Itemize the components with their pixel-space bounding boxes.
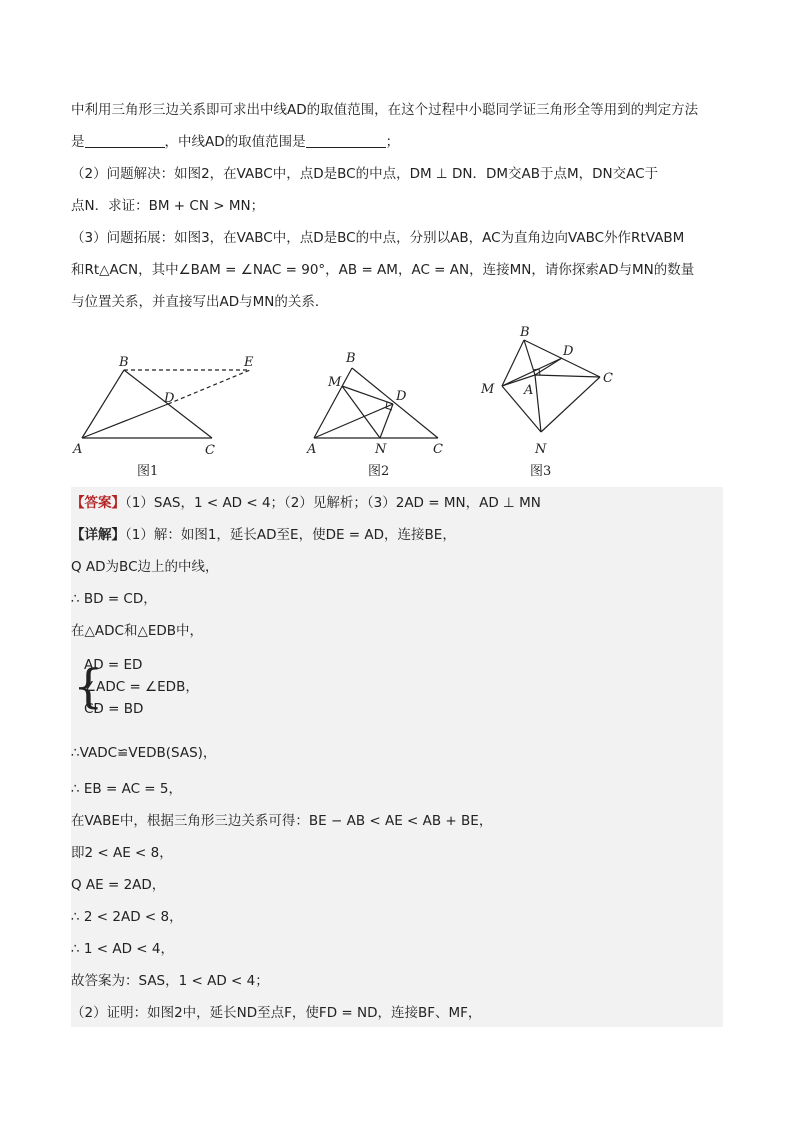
- fig2-label-D: D: [396, 389, 407, 404]
- system-eq-2: [84, 677, 199, 697]
- fig3-label-M: M: [481, 382, 495, 397]
- fig2-label-M: M: [328, 375, 342, 390]
- figure-3-caption: 图3: [530, 464, 552, 479]
- solution-step-11: 故答案为：SAS，1 < AD < 4；: [71, 973, 269, 989]
- detail-text: （1）解：如图1，延长AD至E，使DE = AD，连接BE，: [125, 527, 456, 543]
- problem-line-1: 中利用三角形三边关系即可求出中线AD的取值范围，在这个过程中小聪同学证三角形全等用到的判定方法: [71, 102, 699, 118]
- fig1-label-A: A: [73, 442, 83, 457]
- figure-3: [480, 325, 613, 457]
- fig2-label-B: B: [346, 351, 356, 366]
- solution-step-10: ∴ 1 < AD < 4，: [71, 941, 174, 957]
- problem-line-5: （3）问题拓展：如图3，在VABC中，点D是BC的中点，分别以AB，AC为直角边向VABC外作RtVABM: [71, 230, 685, 246]
- system-eq-2-suffix: ，: [185, 679, 199, 695]
- solution-step-2: ∴ BD = CD，: [71, 591, 157, 607]
- solution-step-8: Q AE = 2AD，: [71, 877, 166, 893]
- solution-step-7: 即2 < AE < 8，: [71, 845, 173, 861]
- problem-line-2: [71, 132, 399, 152]
- fig3-label-C: C: [603, 371, 613, 386]
- figure-1: [72, 355, 254, 458]
- answer-tag: 【答案】: [71, 495, 125, 511]
- line2-suffix: ；: [385, 134, 400, 150]
- solution-step-12: （2）证明：如图2中，延长ND至点F，使FD = ND，连接BF、MF，: [71, 1005, 482, 1021]
- fig2-label-C: C: [433, 442, 443, 457]
- fig1-label-D: D: [164, 391, 175, 406]
- fig1-label-C: C: [205, 443, 215, 458]
- fig3-label-B: B: [520, 325, 530, 340]
- line2-prefix: 是: [71, 134, 85, 150]
- fig3-label-A: A: [524, 383, 534, 398]
- geometry-figures: [0, 320, 794, 500]
- fig2-label-A: A: [307, 442, 317, 457]
- solution-step-3: 在△ADC和△EDB中，: [71, 623, 204, 639]
- problem-line-6: 和Rt△ACN，其中∠BAM = ∠NAC = 90°，AB = AM，AC = AN，连接MN，请你探索AD与MN的数量: [71, 262, 695, 278]
- answer-blank-2: [306, 133, 386, 148]
- fig1-label-E: E: [244, 355, 254, 370]
- problem-line-3: （2）问题解决：如图2，在VABC中，点D是BC的中点，DM ⊥ DN．DM交AB于点M，DN交AC于: [71, 166, 659, 182]
- answer-line: [71, 493, 541, 513]
- fig3-label-N: N: [535, 442, 547, 457]
- line2-middle: ，中线AD的取值范围是: [164, 134, 306, 150]
- fig3-label-D: D: [563, 344, 574, 359]
- problem-line-7: 与位置关系，并直接写出AD与MN的关系．: [71, 294, 329, 310]
- fig2-label-N: N: [375, 442, 387, 457]
- solution-step-1: Q AD为BC边上的中线，: [71, 559, 219, 575]
- system-brace: {: [73, 660, 104, 714]
- detail-tag: 【详解】: [71, 527, 125, 543]
- fig1-label-B: B: [119, 355, 129, 370]
- figure-1-caption: 图1: [137, 464, 159, 479]
- system-eq-3: CD = BD: [84, 701, 144, 717]
- system-eq-2-text: ∠ADC = ∠EDB: [84, 679, 186, 695]
- answer-text: （1）SAS，1 < AD < 4；（2）见解析；（3）2AD = MN，AD ⊥ MN: [125, 495, 541, 511]
- system-eq-1: AD = ED: [84, 657, 143, 673]
- solution-step-4: ∴VADC≌VEDB(SAS)，: [71, 745, 217, 761]
- solution-step-9: ∴ 2 < 2AD < 8，: [71, 909, 183, 925]
- problem-line-4: 点N．求证：BM + CN > MN；: [71, 198, 265, 214]
- solution-step-5: ∴ EB = AC = 5，: [71, 781, 182, 797]
- answer-blank-1: [85, 133, 165, 148]
- detail-line: [71, 525, 456, 545]
- figure-2: [306, 351, 443, 457]
- figure-2-caption: 图2: [368, 464, 390, 479]
- solution-step-6: 在VABE中，根据三角形三边关系可得：BE − AB < AE < AB + BE，: [71, 813, 493, 829]
